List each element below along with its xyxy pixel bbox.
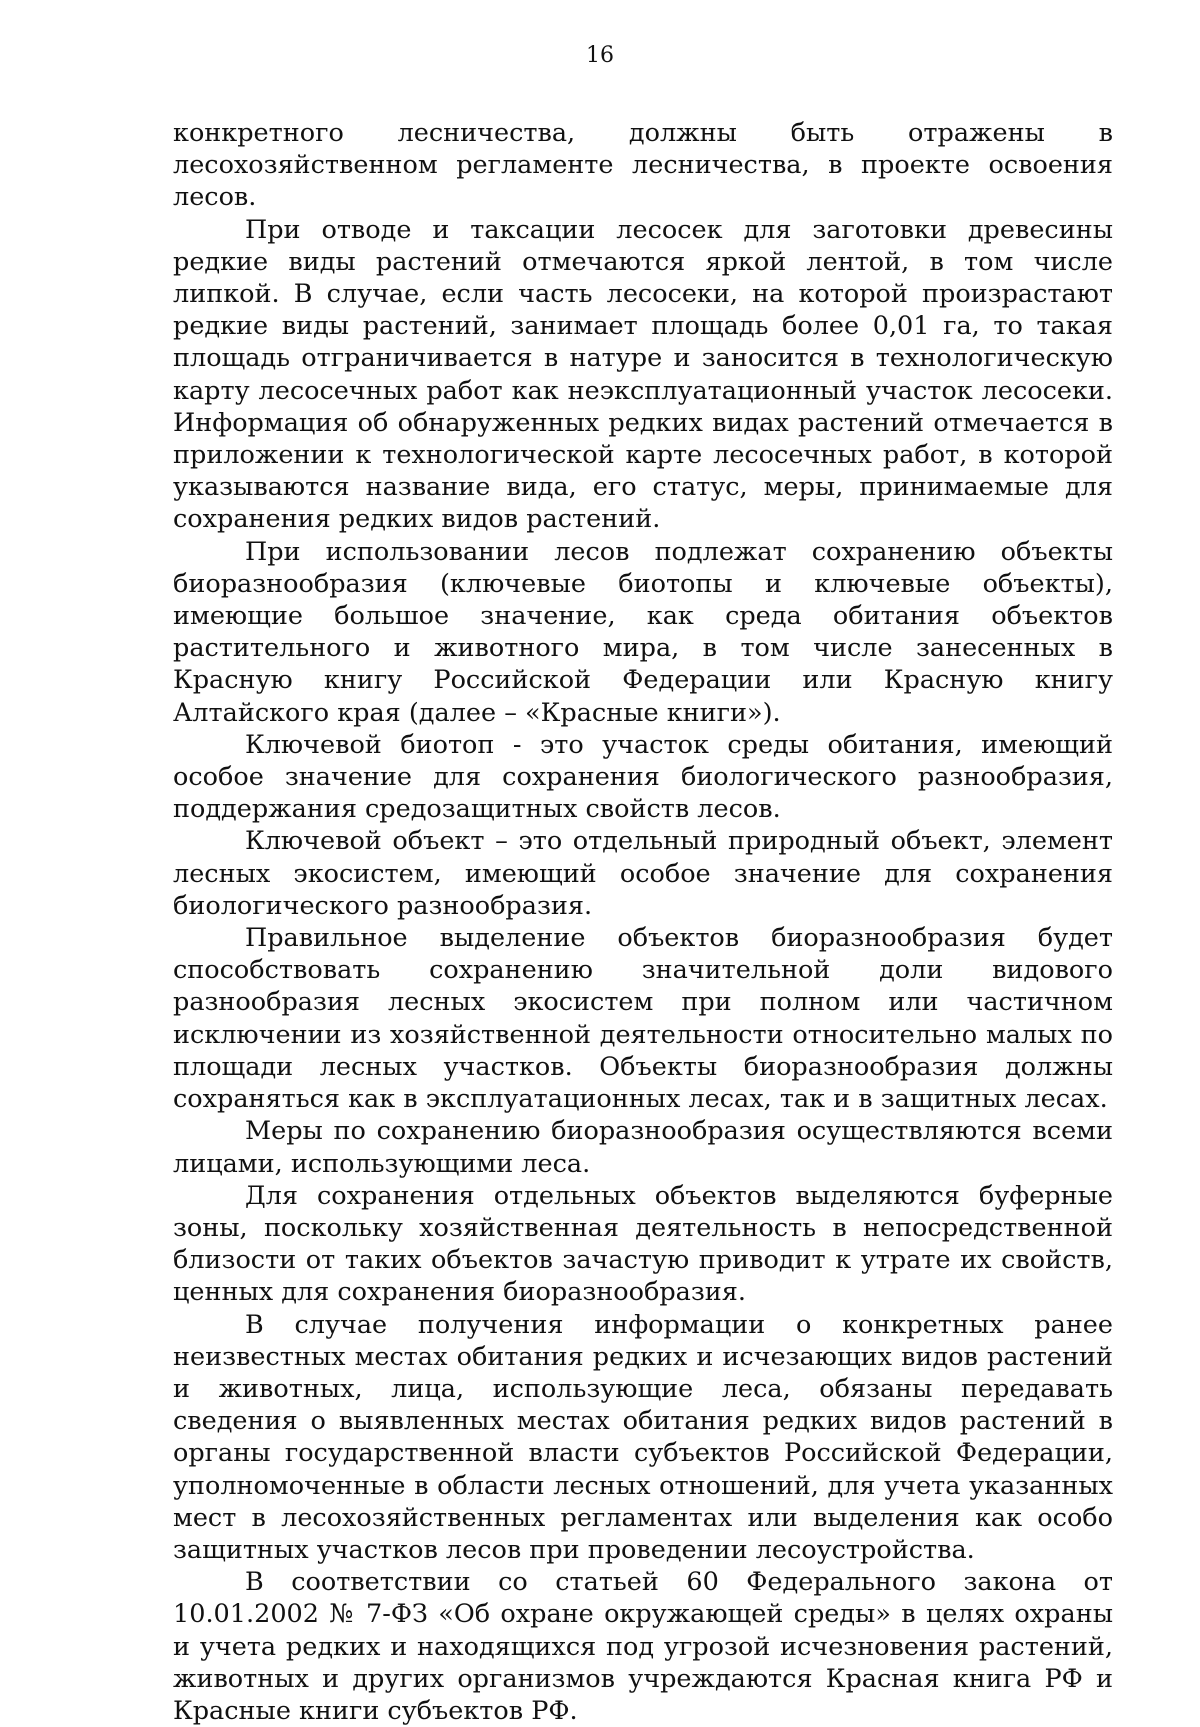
paragraph-buffer-zones: Для сохранения отдельных объектов выделяются буферные зоны, поскольку хозяйственная деятельность в непосредственной близости от таких объектов зачастую приводит к утрате их свойств, ценных для сохранения биоразнообразия. — [173, 1180, 1113, 1308]
document-body — [173, 117, 1113, 1727]
paragraph-key-object-definition: Ключевой объект – это отдельный природный объект, элемент лесных экосистем, имеющий особое значение для сохранения биологического разнообразия. — [173, 826, 1113, 921]
paragraph-biodiversity-objects: При использовании лесов подлежат сохранению объекты биоразнообразия (ключевые биотопы и ключевые объекты), имеющие большое значение, как среда обитания объектов растительного и животного мира, в том числе занесенных в Красную книгу Российской Федерации или Красную книгу Алтайского края (далее – «Красные книги»). — [173, 536, 1113, 728]
paragraph-key-biotope-definition: Ключевой биотоп - это участок среды обитания, имеющий особое значение для сохранения биологического разнообразия, поддержания средозащитных свойств лесов. — [173, 729, 1113, 825]
paragraph-new-habitats-info: В случае получения информации о конкретных ранее неизвестных местах обитания редких и исчезающих видов растений и животных, лица, использующие леса, обязаны передавать сведения о выявленных местах обитания редких видов растений в органы государственной власти субъектов Российской Федерации, уполномоченные в области лесных отношений, для учета указанных мест в лесохозяйственных регламентах или выделения как особо защитных участков лесов при проведении лесоустройства. — [173, 1309, 1113, 1565]
paragraph-red-book-law: В соответствии со статьей 60 Федерального закона от 10.01.2002 № 7-ФЗ «Об охране окружающей среды» в целях охраны и учета редких и находящихся под угрозой исчезновения растений, животных и других организмов учреждаются Красная книга РФ и Красные книги субъектов РФ. — [173, 1567, 1113, 1726]
paragraph-continuation: конкретного лесничества, должны быть отражены в лесохозяйственном регламенте лесничества, в проекте освоения лесов. — [173, 118, 1113, 213]
paragraph-cutting-area-rare-plants: При отводе и таксации лесосек для заготовки древесины редкие виды растений отмечаются яркой лентой, в том числе липкой. В случае, если часть лесосеки, на которой произрастают редкие виды растений, занимает площадь более 0,01 га, то такая площадь отграничивается в натуре и заносится в технологическую карту лесосечных работ как неэксплуатационный участок лесосеки. Информация об обнаруженных редких видах растений отмечается в приложении к технологической карте лесосечных работ, в которой указываются название вида, его статус, меры, принимаемые для сохранения редких видов растений. — [173, 214, 1113, 535]
paragraph-conservation-measures: Меры по сохранению биоразнообразия осуществляются всеми лицами, использующими леса. — [173, 1116, 1113, 1179]
page-number: 16 — [586, 43, 614, 68]
paragraph-correct-selection: Правильное выделение объектов биоразнообразия будет способствовать сохранению значительной доли видового разнообразия лесных экосистем при полном или частичном исключении из хозяйственной деятельности относительно малых по площади лесных участков. Объекты биоразнообразия должны сохраняться как в эксплуатационных лесах, так и в защитных лесах. — [173, 923, 1113, 1115]
